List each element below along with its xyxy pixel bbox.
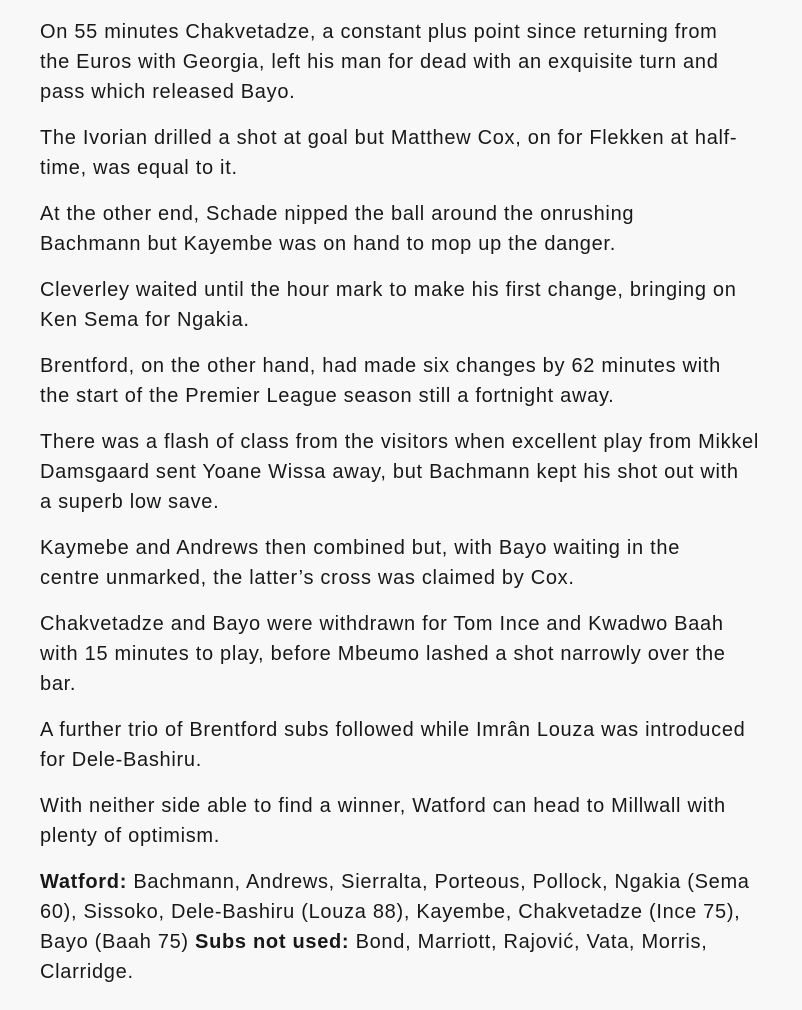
text-line: a superb low save. xyxy=(40,491,220,513)
paragraph xyxy=(40,123,762,183)
text-line xyxy=(40,867,762,897)
paragraph xyxy=(40,791,762,851)
text-line: for Dele-Bashiru. xyxy=(40,749,202,771)
paragraph xyxy=(40,275,762,335)
paragraph xyxy=(40,427,762,517)
text-line xyxy=(40,927,762,957)
text-line: On 55 minutes Chakvetadze, a constant plus point since returning from xyxy=(40,21,718,43)
text-line: the Euros with Georgia, left his man for dead with an exquisite turn and xyxy=(40,51,719,73)
text-line: There was a flash of class from the visitors when excellent play from Mikkel xyxy=(40,431,760,453)
text-line: with 15 minutes to play, before Mbeumo lashed a shot narrowly over the xyxy=(40,643,726,665)
lineup-subs: Bond, Marriott, Rajović, Vata, Morris, xyxy=(355,931,708,953)
text-line: Chakvetadze and Bayo were withdrawn for Tom Ince and Kwadwo Baah xyxy=(40,613,724,635)
paragraph xyxy=(40,351,762,411)
text-line: Cleverley waited until the hour mark to make his first change, bringing on xyxy=(40,279,737,301)
subs-not-used-label: Subs not used: xyxy=(195,931,350,953)
text-line: time, was equal to it. xyxy=(40,157,238,179)
lineup-starters: Bachmann, Andrews, Sierralta, Porteous, Pollock, Ngakia (Sema xyxy=(133,871,750,893)
text-line: Brentford, on the other hand, had made six changes by 62 minutes with xyxy=(40,355,721,377)
text-line: At the other end, Schade nipped the ball around the onrushing xyxy=(40,203,635,225)
text-line: Ken Sema for Ngakia. xyxy=(40,309,250,331)
text-line: Damsgaard sent Yoane Wissa away, but Bachmann kept his shot out with xyxy=(40,461,739,483)
text-line: Clarridge. xyxy=(40,961,134,983)
text-line: Kaymebe and Andrews then combined but, with Bayo waiting in the xyxy=(40,537,681,559)
text-line: The Ivorian drilled a shot at goal but Matthew Cox, on for Flekken at half- xyxy=(40,127,738,149)
text-line: A further trio of Brentford subs followed while Imrân Louza was introduced xyxy=(40,719,746,741)
text-line: Bachmann but Kayembe was on hand to mop up the danger. xyxy=(40,233,616,255)
text-line: centre unmarked, the latter’s cross was claimed by Cox. xyxy=(40,567,575,589)
paragraph xyxy=(40,533,762,593)
team-label: Watford: xyxy=(40,871,128,893)
text-line: pass which released Bayo. xyxy=(40,81,296,103)
text-line: With neither side able to find a winner, Watford can head to Millwall with xyxy=(40,795,726,817)
lineup-paragraph xyxy=(40,867,762,987)
lineup-starters-end: Bayo (Baah 75) xyxy=(40,931,189,953)
paragraph xyxy=(40,199,762,259)
text-line: 60), Sissoko, Dele-Bashiru (Louza 88), Kayembe, Chakvetadze (Ince 75), xyxy=(40,901,741,923)
text-line: the start of the Premier League season still a fortnight away. xyxy=(40,385,615,407)
text-line: bar. xyxy=(40,673,77,695)
text-line: plenty of optimism. xyxy=(40,825,221,847)
paragraph xyxy=(40,609,762,699)
paragraph xyxy=(40,17,762,107)
paragraph xyxy=(40,715,762,775)
